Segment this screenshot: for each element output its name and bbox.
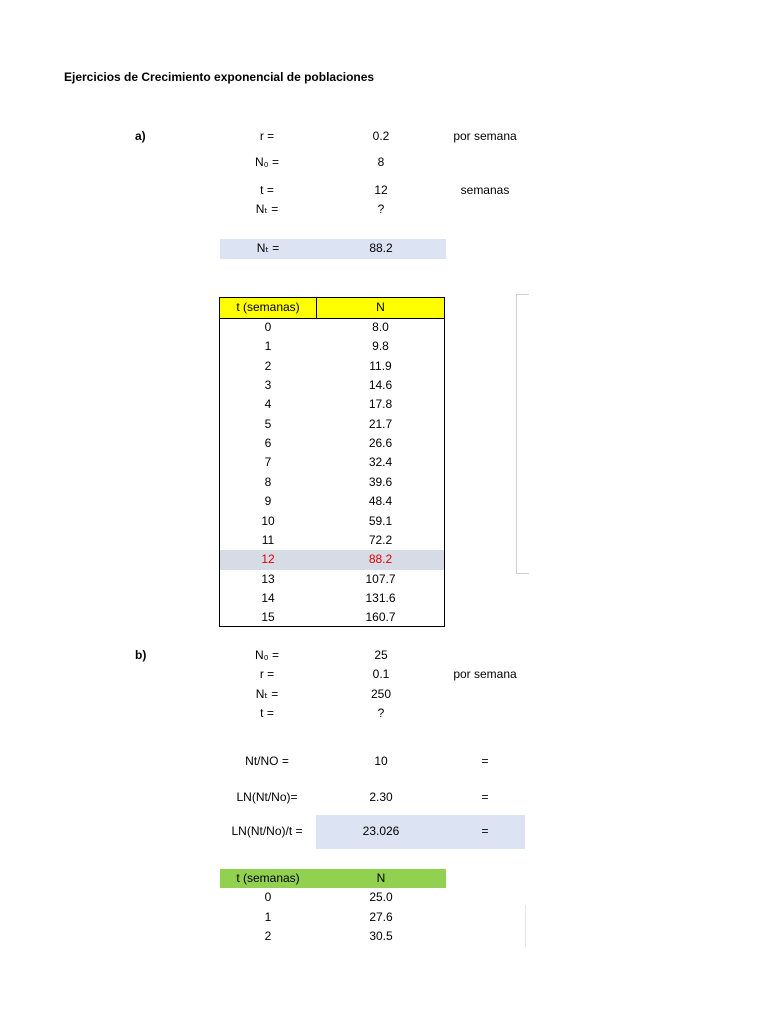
param-unit: por semana (453, 667, 517, 681)
cell-t: 7 (264, 455, 272, 470)
param-value: ? (377, 706, 385, 720)
cell-t: 4 (264, 397, 272, 412)
cell-n: 88.2 (368, 552, 393, 567)
table-row (220, 589, 444, 608)
table-row (220, 550, 444, 569)
param-value: 8 (377, 155, 385, 169)
param-value: 250 (370, 687, 392, 701)
cell-n: 107.7 (365, 571, 396, 586)
table-header (220, 869, 446, 888)
cell-n: 131.6 (365, 590, 396, 605)
chart-placeholder-frame (516, 294, 529, 574)
header-t: t (semanas) (236, 300, 300, 314)
table-row (220, 434, 444, 453)
result-value: 88.2 (369, 241, 393, 255)
table-row (220, 512, 444, 531)
cell-n: 39.6 (368, 474, 393, 489)
table-row (220, 608, 444, 627)
cell-t: 0 (264, 890, 272, 904)
table-row (220, 357, 444, 376)
cell-t: 13 (261, 571, 275, 586)
cell-t: 2 (264, 929, 272, 943)
calc-value: 10 (374, 754, 388, 768)
param-label: r = (259, 129, 275, 143)
table-row (220, 453, 444, 472)
cell-n: 48.4 (368, 494, 393, 509)
cell-t: 1 (264, 909, 272, 924)
calc-label: LN(Nt/No)= (236, 790, 298, 804)
cell-t: 6 (264, 436, 272, 451)
cell-n: 25.0 (369, 890, 393, 904)
cell-t: 3 (264, 378, 272, 393)
calc-label: Nt/NO = (245, 754, 289, 768)
cell-n: 17.8 (368, 397, 393, 412)
param-unit: semanas (460, 183, 510, 197)
cell-n: 8.0 (372, 320, 389, 334)
param-label: r = (259, 667, 275, 681)
cell-n: 11.9 (369, 358, 392, 373)
part-b-table (220, 869, 446, 949)
param-label: Nₜ = (255, 202, 279, 216)
cell-t: 5 (264, 416, 272, 431)
table-header (220, 298, 444, 319)
param-value: 0.1 (372, 667, 390, 681)
table-row (220, 337, 444, 356)
param-label: N₀ = (255, 648, 279, 662)
part-a-result-row (220, 239, 446, 259)
cell-n: 26.6 (368, 436, 393, 451)
cell-t: 10 (261, 513, 275, 528)
param-label: t = (260, 706, 274, 720)
result-label: Nₜ = (256, 241, 280, 255)
cell-t: 12 (261, 552, 275, 567)
cell-t: 11 (261, 532, 275, 547)
table-row (220, 318, 444, 337)
cell-t: 8 (264, 474, 272, 489)
part-a-table (219, 297, 445, 627)
param-value: 25 (374, 648, 388, 662)
param-label: t = (260, 183, 274, 197)
cell-t: 15 (261, 610, 275, 625)
cell-n: 59.1 (368, 513, 393, 528)
cell-n: 9.8 (372, 339, 389, 354)
table-row (220, 415, 444, 434)
chart-placeholder-edge (525, 905, 526, 947)
table-row (220, 473, 444, 492)
calc-value: 23.026 (362, 824, 400, 838)
cell-t: 0 (264, 320, 272, 334)
cell-t: 1 (264, 339, 272, 354)
cell-t: 14 (261, 590, 275, 605)
param-unit: por semana (453, 129, 517, 143)
calc-equals: = (481, 790, 489, 804)
cell-n: 72.2 (368, 532, 393, 547)
header-n: N (376, 300, 385, 314)
table-row (220, 395, 444, 414)
table-row (220, 531, 444, 550)
calc-label: LN(Nt/No)/t = (231, 824, 303, 838)
param-value: ? (377, 202, 385, 216)
part-a-label: a) (135, 129, 146, 143)
param-value: 0.2 (372, 129, 390, 143)
header-t: t (semanas) (236, 871, 300, 885)
calc-equals: = (481, 824, 489, 838)
table-row (220, 376, 444, 395)
cell-n: 160.7 (365, 610, 396, 625)
cell-n: 30.5 (369, 929, 393, 943)
calc-value: 2.30 (369, 790, 393, 804)
calc-equals: = (481, 754, 489, 768)
table-row (220, 570, 444, 589)
cell-t: 2 (264, 358, 272, 373)
cell-n: 14.6 (368, 378, 393, 393)
part-b-label: b) (135, 648, 147, 662)
table-row (220, 492, 444, 511)
param-value: 12 (374, 183, 388, 197)
header-n: N (376, 871, 386, 885)
cell-n: 21.7 (368, 416, 393, 431)
page-title: Ejercicios de Crecimiento exponencial de poblaciones (64, 70, 375, 84)
cell-t: 9 (264, 494, 272, 509)
param-label: Nₜ = (255, 687, 279, 701)
cell-n: 32.4 (368, 455, 393, 470)
cell-n: 27.6 (369, 909, 393, 924)
param-label: N₀ = (255, 155, 279, 169)
